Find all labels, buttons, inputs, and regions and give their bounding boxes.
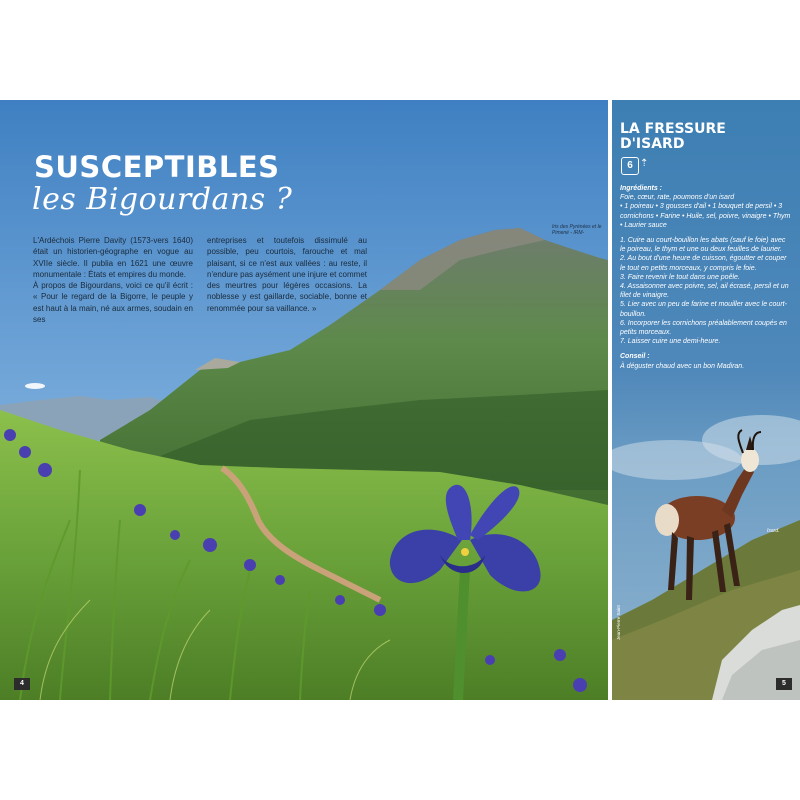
paragraph: À propos de Bigourdans, voici ce qu'il écrit : « Pour le regard de la Bigorre, le peuple y est haut à la main, né aux armes, soudain en ses bbox=[33, 281, 193, 325]
photo-caption: Iris des Pyrénées et le Pimené - IRM- bbox=[552, 224, 602, 236]
servings-icon: ⇡ bbox=[640, 158, 649, 169]
paragraph: L'Ardéchois Pierre Davity (1573-vers 1640) était un historien-géographe en vogue au XVIIe siècle. Il publia en 1621 une œuvre monumentale : États et empires du monde. bbox=[33, 236, 193, 279]
page-number: 4 bbox=[14, 678, 30, 690]
photo-credit: Jean-Pierre Saint bbox=[616, 605, 621, 640]
recipe-step: 2. Au bout d'une heure de cuisson, égoutter et couper le tout en petits morceaux, y compris le foie. bbox=[620, 255, 787, 272]
ingredients-line: • 1 poireau • 3 gousses d'ail • 1 bouquet de persil • 3 cornichons • Farine • Huile, sel, poivre, vinaigre • Thym • Laurier sauce bbox=[620, 203, 791, 229]
text-column-2 bbox=[207, 235, 367, 314]
tip-text: À déguster chaud avec un bon Madiran. bbox=[620, 362, 745, 370]
photo-caption: Isard. bbox=[767, 528, 780, 534]
recipe-title-line: D'ISARD bbox=[620, 136, 685, 152]
recipe-title-line: LA FRESSURE bbox=[620, 121, 726, 137]
recipe-step: 7. Laisser cuire une demi-heure. bbox=[620, 338, 721, 346]
article-subtitle: les Bigourdans ? bbox=[32, 182, 293, 217]
page-number: 5 bbox=[776, 678, 792, 690]
recipe-text bbox=[620, 184, 792, 371]
magazine-spread bbox=[0, 100, 800, 700]
paragraph: entreprises et toutefois dissimulé au possible, peu courtois, farouche et mal plaisant, si ce n'est aux vallées : au reste, il n'endure pas aysément une injure et commet des meurtres pour légères occasions. La noblesse y est gaillarde, sociable, bonne et renommée pour sa vaillance. » bbox=[207, 236, 367, 313]
left-page bbox=[0, 100, 608, 700]
tip-heading: Conseil : bbox=[620, 353, 650, 361]
right-page bbox=[612, 100, 800, 700]
recipe-step: 3. Faire revenir le tout dans une poêle. bbox=[620, 273, 740, 281]
servings-badge: 6 bbox=[621, 157, 639, 175]
article-title: SUSCEPTIBLES bbox=[34, 150, 280, 184]
recipe-step: 6. Incorporer les cornichons préalablement coupés en petits morceaux. bbox=[620, 319, 787, 337]
recipe-step: 5. Lier avec un peu de farine et mouiller avec le court-bouillon. bbox=[620, 301, 787, 318]
ingredients-heading: Ingrédients : bbox=[620, 185, 663, 192]
text-column-1 bbox=[33, 235, 193, 325]
ingredients-line: Foie, cœur, rate, poumons d'un isard bbox=[620, 194, 735, 202]
recipe-step: 4. Assaisonner avec poivre, sel, ail écrasé, persil et un filet de vinaigre. bbox=[620, 283, 789, 300]
recipe-step: 1. Cuire au court-bouillon les abats (sauf le foie) avec le poireau, le thym et une ou deux feuilles de laurier. bbox=[620, 237, 786, 254]
recipe-title bbox=[620, 122, 790, 152]
